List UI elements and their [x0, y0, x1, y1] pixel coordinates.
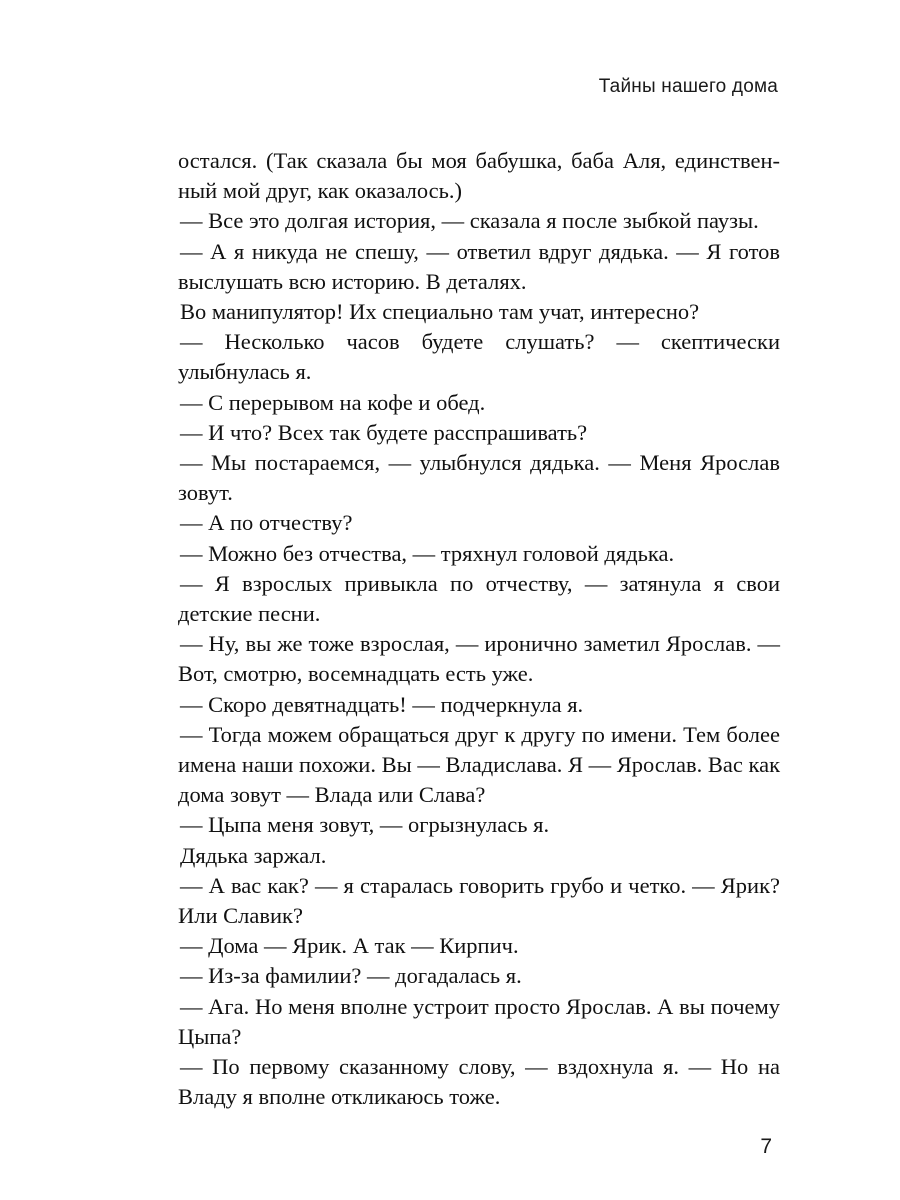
- paragraph: — По первому сказанному слову, — вздохнула я. — Но на Владу я вполне откликаюсь тоже.: [178, 1054, 780, 1110]
- paragraph: — А по отчеству?: [180, 510, 353, 536]
- paragraph: — Можно без отчества, — тряхнул головой дядька.: [180, 540, 675, 566]
- paragraph: — Тогда можем обращаться друг к другу по имени. Тем более имена наши похожи. Вы — Владислава. Я — Ярослав. Вас как дома зовут — Влада или Слава?: [178, 721, 780, 808]
- paragraph: — А вас как? — я старалась говорить грубо и четко. — Ярик? Или Славик?: [178, 872, 780, 929]
- running-header: Тайны нашего дома: [598, 76, 778, 97]
- page-number: 7: [760, 1135, 772, 1158]
- paragraph: — Мы постараемся, — улыбнулся дядька. — Меня Ярослав зовут.: [178, 450, 780, 506]
- paragraph: — И что? Всех так будете расспрашивать?: [180, 419, 588, 445]
- paragraph: — Дома — Ярик. А так — Кирпич.: [180, 933, 519, 959]
- body-text: [178, 146, 780, 1113]
- paragraph: Во манипулятор! Их специально там учат, интересно?: [180, 299, 700, 325]
- paragraph: — Ну, вы же тоже взрослая, — иронично заметил Ярослав. — Вот, смотрю, восемнадцать есть уже.: [178, 631, 780, 687]
- paragraph: — Несколько часов будете слушать? — скептически улыбнулась я.: [178, 329, 780, 385]
- paragraph: — Все это долгая история, — сказала я после зыбкой паузы.: [180, 208, 759, 234]
- paragraph: — А я никуда не спешу, — ответил вдруг дядька. — Я готов выслушать всю историю. В деталях.: [178, 238, 780, 294]
- paragraph: — С перерывом на кофе и обед.: [180, 389, 486, 415]
- paragraph: — Цыпа меня зовут, — огрызнулась я.: [180, 812, 550, 838]
- paragraph: — Я взрослых привыкла по отчеству, — затянула я свои детские песни.: [178, 570, 780, 627]
- paragraph: — Скоро девятнадцать! — подчеркнула я.: [180, 691, 584, 717]
- paragraph: Дядька заржал.: [180, 842, 327, 868]
- paragraph: — Из-за фамилии? — догадалась я.: [180, 963, 522, 989]
- paragraph: остался. (Так сказала бы моя бабушка, баба Аля, единственный мой друг, как оказалось.): [178, 148, 780, 204]
- paragraph: — Ага. Но меня вполне устроит просто Ярослав. А вы почему Цыпа?: [178, 993, 780, 1049]
